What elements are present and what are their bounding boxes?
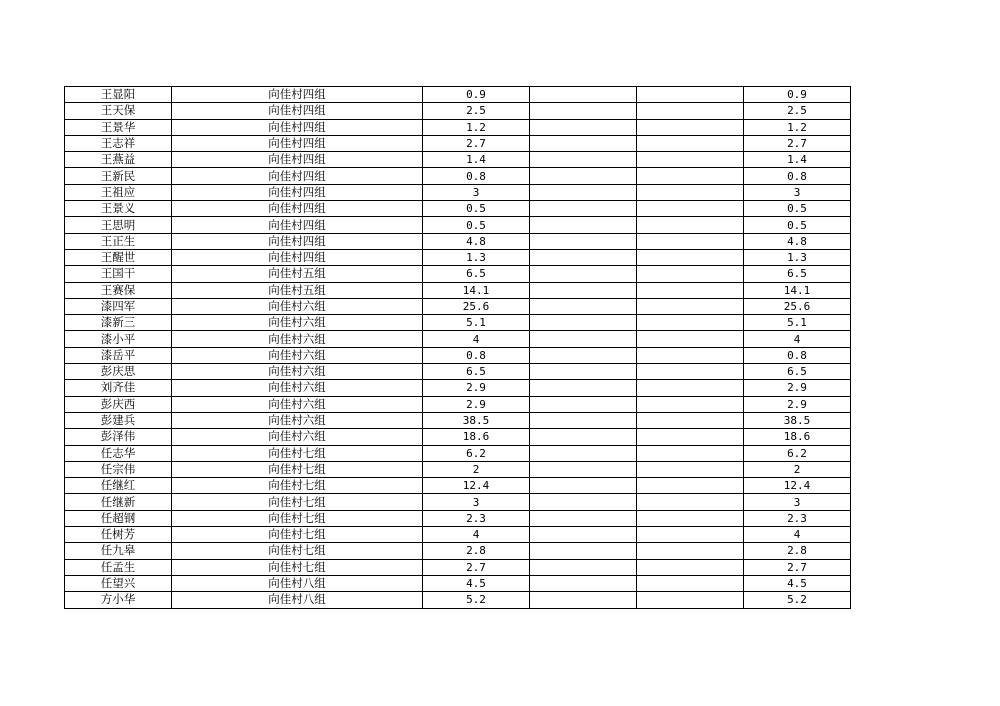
cell-total[interactable]: 25.6	[744, 298, 851, 314]
cell-empty[interactable]	[637, 315, 744, 331]
cell-empty[interactable]	[530, 184, 637, 200]
cell-empty[interactable]	[530, 347, 637, 363]
cell-empty[interactable]	[637, 494, 744, 510]
cell-location[interactable]: 向佳村七组	[172, 510, 423, 526]
cell-name[interactable]: 刘齐佳	[65, 380, 172, 396]
cell-empty[interactable]	[530, 364, 637, 380]
cell-location[interactable]: 向佳村四组	[172, 217, 423, 233]
cell-location[interactable]: 向佳村六组	[172, 315, 423, 331]
cell-empty[interactable]	[637, 119, 744, 135]
cell-location[interactable]: 向佳村五组	[172, 266, 423, 282]
cell-empty[interactable]	[637, 135, 744, 151]
cell-location[interactable]: 向佳村四组	[172, 103, 423, 119]
cell-name[interactable]: 漆四军	[65, 298, 172, 314]
cell-name[interactable]: 任树芳	[65, 527, 172, 543]
cell-total[interactable]: 2.5	[744, 103, 851, 119]
cell-area[interactable]: 2.9	[423, 380, 530, 396]
cell-empty[interactable]	[637, 168, 744, 184]
table-row	[65, 168, 851, 184]
cell-empty[interactable]	[637, 527, 744, 543]
cell-name[interactable]: 王景义	[65, 201, 172, 217]
cell-location[interactable]: 向佳村七组	[172, 478, 423, 494]
cell-name[interactable]: 王正生	[65, 233, 172, 249]
cell-area[interactable]: 3	[423, 494, 530, 510]
cell-location[interactable]: 向佳村六组	[172, 429, 423, 445]
cell-area[interactable]: 4.5	[423, 575, 530, 591]
table-row	[65, 461, 851, 477]
cell-empty[interactable]	[530, 298, 637, 314]
cell-empty[interactable]	[530, 266, 637, 282]
cell-empty[interactable]	[530, 445, 637, 461]
cell-total[interactable]: 2	[744, 461, 851, 477]
cell-empty[interactable]	[530, 380, 637, 396]
cell-empty[interactable]	[637, 201, 744, 217]
cell-location[interactable]: 向佳村四组	[172, 184, 423, 200]
cell-empty[interactable]	[530, 152, 637, 168]
cell-empty[interactable]	[530, 527, 637, 543]
cell-empty[interactable]	[637, 249, 744, 265]
cell-name[interactable]: 任继新	[65, 494, 172, 510]
table-row	[65, 396, 851, 412]
cell-empty[interactable]	[530, 429, 637, 445]
cell-location[interactable]: 向佳村四组	[172, 152, 423, 168]
cell-area[interactable]: 0.5	[423, 217, 530, 233]
cell-total[interactable]: 2.9	[744, 380, 851, 396]
cell-empty[interactable]	[530, 249, 637, 265]
table-row	[65, 592, 851, 608]
cell-name[interactable]: 彭庆思	[65, 364, 172, 380]
cell-name[interactable]: 彭建兵	[65, 412, 172, 428]
cell-empty[interactable]	[530, 559, 637, 575]
cell-total[interactable]: 1.3	[744, 249, 851, 265]
cell-empty[interactable]	[637, 184, 744, 200]
table-row	[65, 412, 851, 428]
cell-location[interactable]: 向佳村四组	[172, 87, 423, 103]
cell-area[interactable]: 6.2	[423, 445, 530, 461]
data-table	[64, 86, 851, 609]
cell-empty[interactable]	[530, 461, 637, 477]
cell-location[interactable]: 向佳村七组	[172, 543, 423, 559]
cell-name[interactable]: 王燕益	[65, 152, 172, 168]
cell-name[interactable]: 王国干	[65, 266, 172, 282]
cell-name[interactable]: 方小华	[65, 592, 172, 608]
cell-empty[interactable]	[530, 201, 637, 217]
cell-location[interactable]: 向佳村五组	[172, 282, 423, 298]
cell-total[interactable]: 2.7	[744, 559, 851, 575]
cell-empty[interactable]	[637, 217, 744, 233]
cell-empty[interactable]	[530, 543, 637, 559]
cell-total[interactable]: 14.1	[744, 282, 851, 298]
cell-location[interactable]: 向佳村六组	[172, 396, 423, 412]
table-row	[65, 347, 851, 363]
cell-empty[interactable]	[530, 478, 637, 494]
cell-area[interactable]: 5.2	[423, 592, 530, 608]
table-row	[65, 233, 851, 249]
cell-name[interactable]: 任继红	[65, 478, 172, 494]
cell-empty[interactable]	[530, 233, 637, 249]
table-row	[65, 380, 851, 396]
cell-name[interactable]: 王赛保	[65, 282, 172, 298]
cell-name[interactable]: 王醒世	[65, 249, 172, 265]
cell-empty[interactable]	[637, 412, 744, 428]
cell-area[interactable]: 6.5	[423, 364, 530, 380]
cell-empty[interactable]	[637, 331, 744, 347]
cell-area[interactable]: 2.5	[423, 103, 530, 119]
cell-name[interactable]: 王景华	[65, 119, 172, 135]
cell-empty[interactable]	[637, 429, 744, 445]
cell-name[interactable]: 彭庆西	[65, 396, 172, 412]
table-row	[65, 298, 851, 314]
cell-empty[interactable]	[530, 135, 637, 151]
table-row	[65, 364, 851, 380]
cell-total[interactable]: 0.8	[744, 168, 851, 184]
cell-name[interactable]: 王志祥	[65, 135, 172, 151]
table-row	[65, 510, 851, 526]
cell-area[interactable]: 2.9	[423, 396, 530, 412]
cell-empty[interactable]	[637, 87, 744, 103]
table-row	[65, 119, 851, 135]
cell-empty[interactable]	[530, 412, 637, 428]
table-row	[65, 266, 851, 282]
cell-area[interactable]: 1.4	[423, 152, 530, 168]
cell-empty[interactable]	[637, 543, 744, 559]
table-row	[65, 543, 851, 559]
cell-total[interactable]: 4	[744, 331, 851, 347]
cell-name[interactable]: 王显阳	[65, 87, 172, 103]
table-row	[65, 201, 851, 217]
cell-location[interactable]: 向佳村七组	[172, 445, 423, 461]
cell-empty[interactable]	[637, 233, 744, 249]
cell-empty[interactable]	[637, 461, 744, 477]
cell-location[interactable]: 向佳村七组	[172, 559, 423, 575]
table-row	[65, 559, 851, 575]
cell-total[interactable]: 1.2	[744, 119, 851, 135]
cell-empty[interactable]	[530, 217, 637, 233]
cell-location[interactable]: 向佳村四组	[172, 119, 423, 135]
cell-empty[interactable]	[637, 364, 744, 380]
cell-total[interactable]: 5.1	[744, 315, 851, 331]
cell-empty[interactable]	[637, 152, 744, 168]
table-row	[65, 527, 851, 543]
cell-total[interactable]: 3	[744, 494, 851, 510]
cell-total[interactable]: 38.5	[744, 412, 851, 428]
cell-area[interactable]: 25.6	[423, 298, 530, 314]
cell-location[interactable]: 向佳村六组	[172, 331, 423, 347]
spreadsheet-page	[64, 86, 851, 609]
table-row	[65, 87, 851, 103]
cell-empty[interactable]	[530, 510, 637, 526]
cell-total[interactable]: 0.5	[744, 201, 851, 217]
cell-name[interactable]: 王祖应	[65, 184, 172, 200]
cell-empty[interactable]	[637, 592, 744, 608]
cell-name[interactable]: 王思明	[65, 217, 172, 233]
cell-empty[interactable]	[530, 592, 637, 608]
table-row	[65, 445, 851, 461]
table-row	[65, 429, 851, 445]
cell-empty[interactable]	[530, 331, 637, 347]
cell-total[interactable]: 2.9	[744, 396, 851, 412]
table-row	[65, 184, 851, 200]
cell-location[interactable]: 向佳村七组	[172, 461, 423, 477]
cell-location[interactable]: 向佳村四组	[172, 168, 423, 184]
table-body	[65, 87, 851, 609]
cell-location[interactable]: 向佳村六组	[172, 298, 423, 314]
cell-name[interactable]: 王新民	[65, 168, 172, 184]
cell-empty[interactable]	[637, 282, 744, 298]
cell-name[interactable]: 彭泽伟	[65, 429, 172, 445]
table-row	[65, 494, 851, 510]
cell-empty[interactable]	[637, 510, 744, 526]
cell-empty[interactable]	[530, 282, 637, 298]
cell-area[interactable]: 2.7	[423, 559, 530, 575]
cell-total[interactable]: 4	[744, 527, 851, 543]
cell-name[interactable]: 任超钢	[65, 510, 172, 526]
table-row	[65, 249, 851, 265]
cell-total[interactable]: 0.5	[744, 217, 851, 233]
cell-area[interactable]: 4.8	[423, 233, 530, 249]
cell-empty[interactable]	[637, 575, 744, 591]
cell-area[interactable]: 18.6	[423, 429, 530, 445]
cell-area[interactable]: 1.3	[423, 249, 530, 265]
cell-total[interactable]: 0.9	[744, 87, 851, 103]
cell-area[interactable]: 5.1	[423, 315, 530, 331]
cell-area[interactable]: 1.2	[423, 119, 530, 135]
table-row	[65, 478, 851, 494]
cell-area[interactable]: 0.8	[423, 347, 530, 363]
cell-empty[interactable]	[530, 168, 637, 184]
cell-location[interactable]: 向佳村四组	[172, 135, 423, 151]
cell-total[interactable]: 2.7	[744, 135, 851, 151]
cell-empty[interactable]	[637, 559, 744, 575]
cell-empty[interactable]	[530, 494, 637, 510]
cell-name[interactable]: 任志华	[65, 445, 172, 461]
cell-area[interactable]: 2.3	[423, 510, 530, 526]
cell-total[interactable]: 6.5	[744, 266, 851, 282]
cell-empty[interactable]	[637, 445, 744, 461]
cell-name[interactable]: 漆小平	[65, 331, 172, 347]
cell-total[interactable]: 12.4	[744, 478, 851, 494]
cell-location[interactable]: 向佳村八组	[172, 575, 423, 591]
cell-area[interactable]: 2.8	[423, 543, 530, 559]
cell-empty[interactable]	[637, 298, 744, 314]
table-row	[65, 135, 851, 151]
cell-location[interactable]: 向佳村七组	[172, 494, 423, 510]
cell-total[interactable]: 1.4	[744, 152, 851, 168]
cell-name[interactable]: 漆岳平	[65, 347, 172, 363]
cell-empty[interactable]	[530, 87, 637, 103]
cell-location[interactable]: 向佳村四组	[172, 249, 423, 265]
cell-name[interactable]: 漆新三	[65, 315, 172, 331]
cell-location[interactable]: 向佳村四组	[172, 233, 423, 249]
cell-area[interactable]: 2	[423, 461, 530, 477]
cell-total[interactable]: 6.5	[744, 364, 851, 380]
cell-total[interactable]: 5.2	[744, 592, 851, 608]
cell-location[interactable]: 向佳村八组	[172, 592, 423, 608]
cell-location[interactable]: 向佳村六组	[172, 412, 423, 428]
table-row	[65, 217, 851, 233]
cell-location[interactable]: 向佳村四组	[172, 201, 423, 217]
cell-location[interactable]: 向佳村七组	[172, 527, 423, 543]
cell-total[interactable]: 2.3	[744, 510, 851, 526]
cell-empty[interactable]	[530, 315, 637, 331]
cell-empty[interactable]	[530, 396, 637, 412]
cell-name[interactable]: 任望兴	[65, 575, 172, 591]
cell-name[interactable]: 任孟生	[65, 559, 172, 575]
cell-empty[interactable]	[637, 380, 744, 396]
cell-empty[interactable]	[637, 396, 744, 412]
cell-empty[interactable]	[637, 103, 744, 119]
cell-empty[interactable]	[530, 575, 637, 591]
cell-area[interactable]: 12.4	[423, 478, 530, 494]
cell-area[interactable]: 0.8	[423, 168, 530, 184]
cell-total[interactable]: 0.8	[744, 347, 851, 363]
table-row	[65, 152, 851, 168]
cell-total[interactable]: 4.8	[744, 233, 851, 249]
cell-total[interactable]: 2.8	[744, 543, 851, 559]
cell-empty[interactable]	[637, 478, 744, 494]
cell-total[interactable]: 6.2	[744, 445, 851, 461]
table-row	[65, 103, 851, 119]
cell-total[interactable]: 18.6	[744, 429, 851, 445]
table-row	[65, 282, 851, 298]
cell-empty[interactable]	[530, 119, 637, 135]
table-row	[65, 575, 851, 591]
cell-empty[interactable]	[637, 347, 744, 363]
cell-area[interactable]: 38.5	[423, 412, 530, 428]
cell-name[interactable]: 任宗伟	[65, 461, 172, 477]
cell-area[interactable]: 0.5	[423, 201, 530, 217]
table-row	[65, 331, 851, 347]
cell-name[interactable]: 任九皋	[65, 543, 172, 559]
cell-area[interactable]: 4	[423, 331, 530, 347]
cell-location[interactable]: 向佳村六组	[172, 347, 423, 363]
cell-name[interactable]: 王天保	[65, 103, 172, 119]
cell-empty[interactable]	[530, 103, 637, 119]
cell-total[interactable]: 4.5	[744, 575, 851, 591]
table-row	[65, 315, 851, 331]
cell-area[interactable]: 0.9	[423, 87, 530, 103]
cell-total[interactable]: 3	[744, 184, 851, 200]
cell-location[interactable]: 向佳村六组	[172, 380, 423, 396]
cell-area[interactable]: 6.5	[423, 266, 530, 282]
cell-area[interactable]: 2.7	[423, 135, 530, 151]
cell-area[interactable]: 14.1	[423, 282, 530, 298]
cell-area[interactable]: 3	[423, 184, 530, 200]
cell-empty[interactable]	[637, 266, 744, 282]
cell-location[interactable]: 向佳村六组	[172, 364, 423, 380]
cell-area[interactable]: 4	[423, 527, 530, 543]
